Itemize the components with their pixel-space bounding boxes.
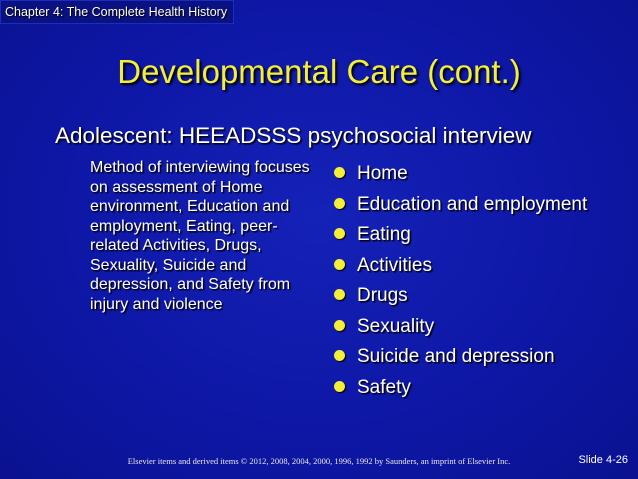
bullet-item: [332, 193, 632, 217]
bullet-dot-icon: [334, 350, 345, 361]
description-text: Method of interviewing focuses on assessment of Home environment, Education and employment, Eating, peer-related Activities, Drugs, Sexuality, Suicide and depression, and Safety from injury and violence: [90, 159, 310, 313]
bullet-text: Eating: [357, 224, 411, 245]
bullet-dot-icon: [334, 228, 345, 239]
chapter-label: Chapter 4: The Complete Health History: [0, 0, 234, 24]
bullet-dot-icon: [334, 198, 345, 209]
copyright-footer: Elsevier items and derived items © 2012, 2008, 2004, 2000, 1996, 1992 by Saunders, an imprint of Elsevier Inc.: [127, 456, 511, 466]
bullet-dot-icon: [334, 289, 345, 300]
bullet-text: Safety: [357, 376, 411, 398]
bullet-text: Suicide and depression: [357, 346, 555, 367]
bullet-item: [332, 315, 632, 339]
bullet-text: Sexuality: [357, 315, 435, 337]
bullet-dot-icon: [334, 259, 345, 270]
bullet-item: [332, 284, 632, 308]
bullet-item: [332, 345, 632, 369]
slide-title: Developmental Care (cont.): [117, 53, 521, 90]
bullet-list: [332, 162, 632, 406]
bullet-dot-icon: [334, 320, 345, 331]
bullet-text: Activities: [357, 254, 432, 276]
bullet-text: Home: [357, 163, 408, 184]
bullet-text: Drugs: [357, 285, 408, 306]
bullet-item: [332, 254, 632, 278]
bullet-text: Education and employment: [357, 193, 588, 215]
slide-subtitle: Adolescent: HEEADSSS psychosocial interview: [55, 123, 532, 148]
bullet-dot-icon: [334, 167, 345, 178]
bullet-item: [332, 376, 632, 400]
slide-number: Slide 4-26: [578, 454, 628, 466]
bullet-item: [332, 223, 632, 247]
bullet-dot-icon: [334, 381, 345, 392]
bullet-item: [332, 162, 632, 186]
